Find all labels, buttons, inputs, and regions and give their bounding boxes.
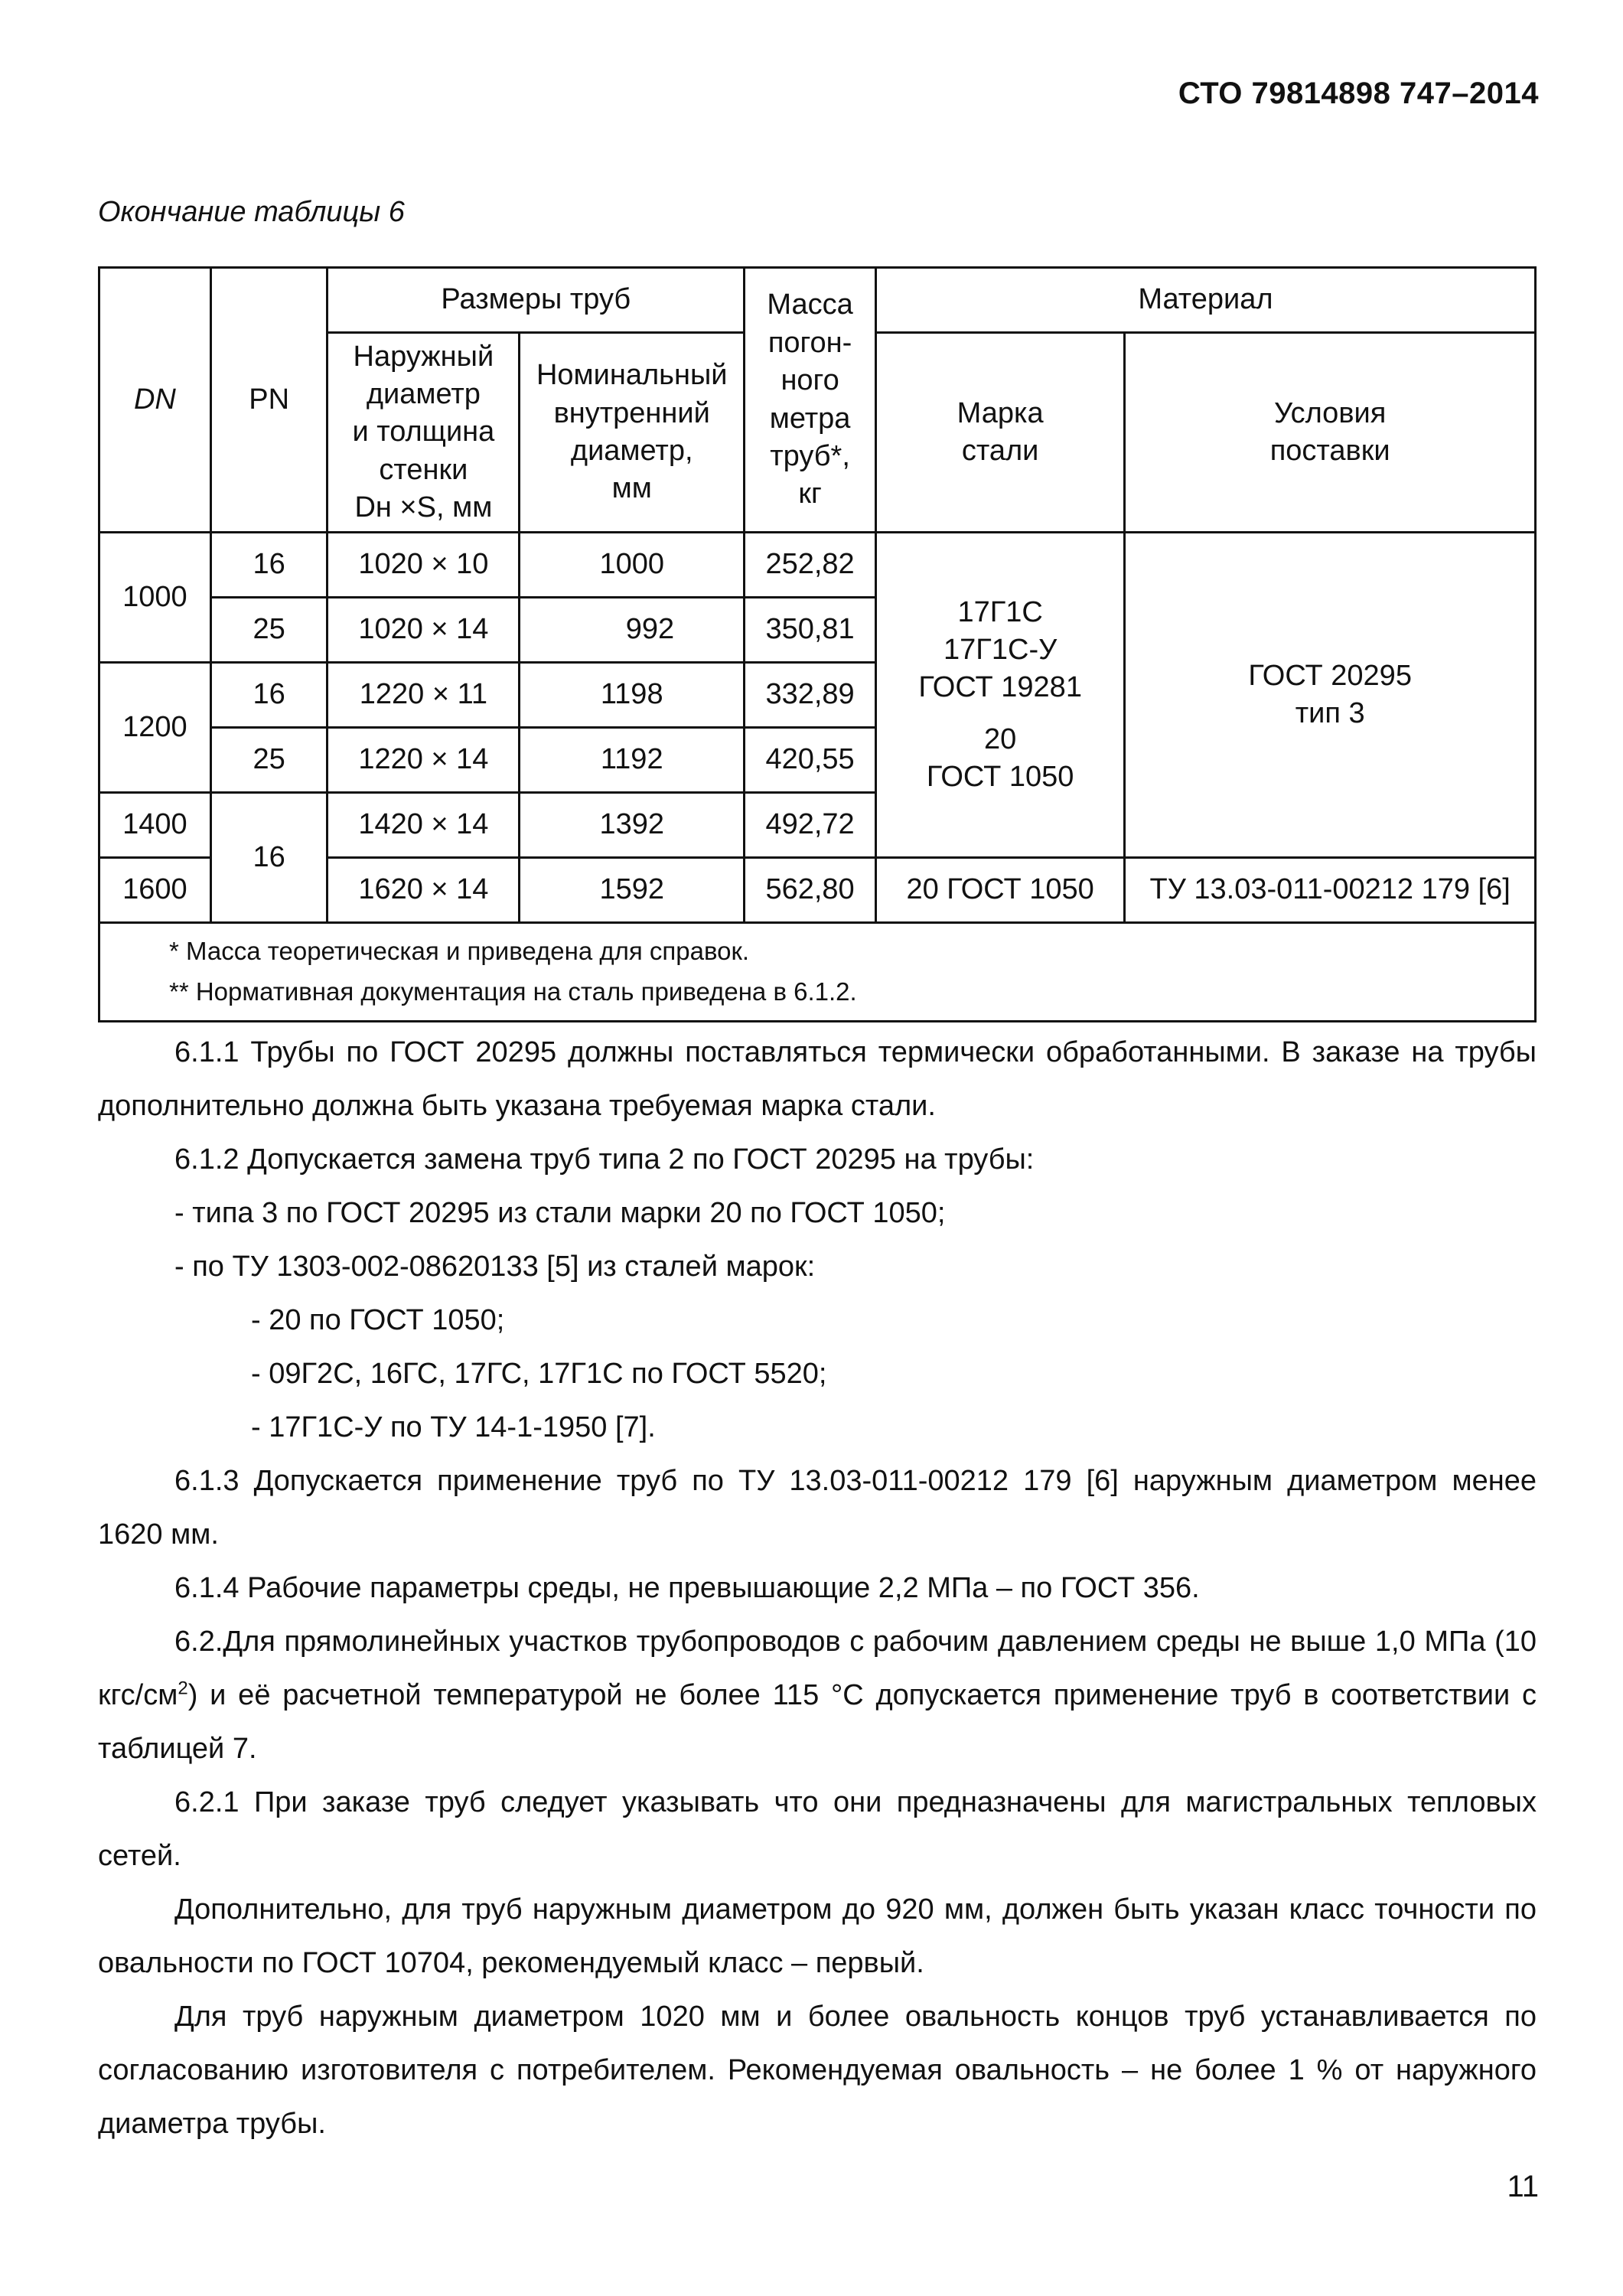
- list-item: - 20 по ГОСТ 1050;: [251, 1304, 505, 1336]
- paragraph-6-2: 6.2.Для прямолинейных участков трубопроводов с рабочим давлением среды не выше 1,0 МПа (10 кгс/$см^2$) и её расчетной температурой не более 115 °С допускается применение труб в соответствии с таблицей 7.: [98, 1626, 1537, 1765]
- note-normative: ** Нормативная документация на сталь приведена в 6.1.2.: [169, 977, 857, 1006]
- cell-outer: 1220 × 11: [328, 663, 520, 728]
- cell-pn: 16: [210, 533, 328, 598]
- cell-inner: 1000: [520, 533, 745, 598]
- cell-steel: 20 ГОСТ 1050: [876, 858, 1125, 923]
- table-row: [99, 533, 1536, 598]
- header-steel-grade: Марка стали: [876, 333, 1125, 533]
- header-inner-diameter: Номинальный внутренний диаметр, мм: [520, 333, 745, 533]
- cell-dn: 1400: [99, 793, 211, 858]
- document-code: СТО 79814898 747–2014: [1178, 77, 1539, 110]
- header-pn: PN: [210, 268, 328, 533]
- body-text: [98, 1026, 1537, 2151]
- paragraph-6-1-1: 6.1.1 Трубы по ГОСТ 20295 должны поставляться термически обработанными. В заказе на трубы дополнительно должна быть указана требуемая марка стали.: [98, 1036, 1537, 1122]
- cell-outer: 1420 × 14: [328, 793, 520, 858]
- list-item: - 17Г1С-У по ТУ 14-1-1950 [7].: [251, 1411, 656, 1443]
- list-item: - типа 3 по ГОСТ 20295 из стали марки 20 по ГОСТ 1050;: [174, 1197, 946, 1229]
- cell-mass: 420,55: [745, 728, 876, 793]
- cell-dn: 1600: [99, 858, 211, 923]
- header-outer-diameter: Наружный диаметр и толщина стенки Dн ×S, мм: [328, 333, 520, 533]
- cell-steel-merged: 17Г1С 17Г1С-У ГОСТ 19281 20 ГОСТ 1050: [876, 533, 1125, 858]
- cell-mass: 252,82: [745, 533, 876, 598]
- cell-supply: ТУ 13.03-011-00212 179 [6]: [1125, 858, 1536, 923]
- header-pipe-sizes: Размеры труб: [328, 268, 745, 333]
- table-notes: [99, 923, 1536, 1022]
- header-dn: DN: [99, 268, 211, 533]
- table-notes-row: [99, 923, 1536, 1022]
- cell-outer: 1020 × 10: [328, 533, 520, 598]
- paragraph-ovality-large: Для труб наружным диаметром 1020 мм и более овальность концов труб устанавливается по согласованию изготовителя с потребителем. Рекомендуемая овальность – не более 1 % от наружного диаметра трубы.: [98, 2001, 1537, 2140]
- paragraph-6-1-2: 6.1.2 Допускается замена труб типа 2 по ГОСТ 20295 на трубы:: [174, 1143, 1035, 1176]
- header-supply-conditions: Условия поставки: [1125, 333, 1536, 533]
- cell-dn: 1000: [99, 533, 211, 663]
- table-caption: Окончание таблицы 6: [98, 196, 405, 228]
- cell-pn: 16: [210, 793, 328, 923]
- cell-outer: 1620 × 14: [328, 858, 520, 923]
- header-mass: Масса погон- ного метра труб*, кг: [745, 268, 876, 533]
- pipe-spec-table: [98, 266, 1537, 1022]
- cell-inner: 992: [520, 598, 745, 663]
- cell-outer: 1220 × 14: [328, 728, 520, 793]
- cell-mass: 332,89: [745, 663, 876, 728]
- header-material: Материал: [876, 268, 1536, 333]
- paragraph-6-1-4: 6.1.4 Рабочие параметры среды, не превышающие 2,2 МПа – по ГОСТ 356.: [174, 1572, 1200, 1604]
- cell-inner: 1592: [520, 858, 745, 923]
- list-item: - по ТУ 1303-002-08620133 [5] из сталей марок:: [174, 1251, 816, 1283]
- paragraph-ovality-class: Дополнительно, для труб наружным диаметром до 920 мм, должен быть указан класс точности по овальности по ГОСТ 10704, рекомендуемый класс – первый.: [98, 1893, 1537, 1979]
- paragraph-6-1-3: 6.1.3 Допускается применение труб по ТУ 13.03-011-00212 179 [6] наружным диаметром менее 1620 мм.: [98, 1465, 1537, 1551]
- cell-mass: 492,72: [745, 793, 876, 858]
- cell-inner: 1392: [520, 793, 745, 858]
- cell-mass: 562,80: [745, 858, 876, 923]
- list-item: - 09Г2С, 16ГС, 17ГС, 17Г1С по ГОСТ 5520;: [251, 1358, 827, 1390]
- cell-inner: 1192: [520, 728, 745, 793]
- cell-mass: 350,81: [745, 598, 876, 663]
- cell-supply-merged: ГОСТ 20295 тип 3: [1125, 533, 1536, 858]
- cell-outer: 1020 × 14: [328, 598, 520, 663]
- cell-inner: 1198: [520, 663, 745, 728]
- cell-pn: 16: [210, 663, 328, 728]
- paragraph-6-2-1: 6.2.1 При заказе труб следует указывать что они предназначены для магистральных тепловых сетей.: [98, 1786, 1537, 1872]
- cell-pn: 25: [210, 728, 328, 793]
- cell-dn: 1200: [99, 663, 211, 793]
- note-mass: * Масса теоретическая и приведена для справок.: [169, 937, 750, 965]
- cell-pn: 25: [210, 598, 328, 663]
- page-number: 11: [1507, 2170, 1539, 2203]
